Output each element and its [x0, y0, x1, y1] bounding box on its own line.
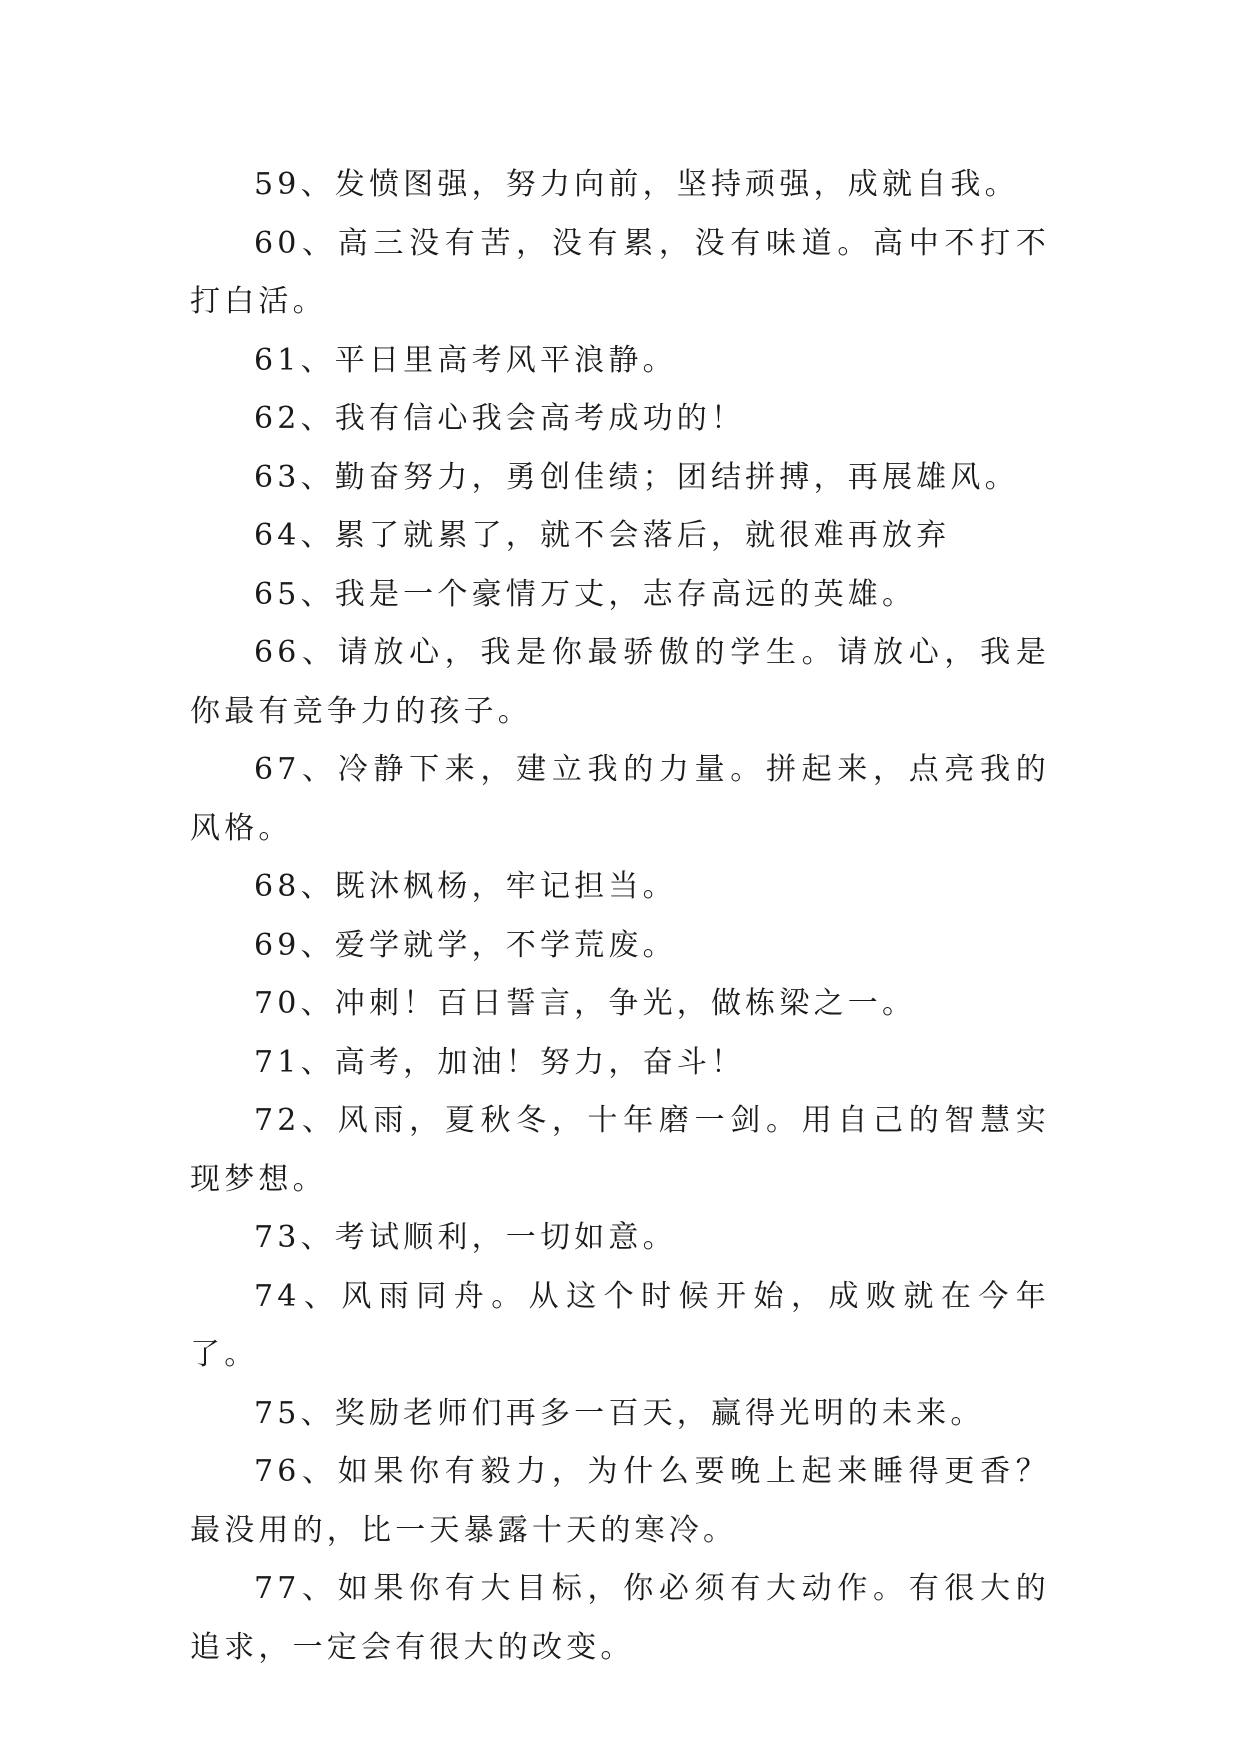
paragraph-70: 70、冲刺！百日誓言，争光，做栋梁之一。 [254, 986, 917, 1021]
document-body [190, 156, 1050, 1677]
paragraph-65: 65、我是一个豪情万丈，志存高远的英雄。 [254, 576, 917, 612]
paragraph-67: 67、冷静下来，建立我的力量。拼起来，点亮我的风格。 [190, 752, 1050, 846]
paragraph-77: 77、如果你有大目标，你必须有大动作。有很大的追求，一定会有很大的改变。 [190, 1571, 1050, 1665]
paragraph-63: 63、勤奋努力，勇创佳绩；团结拼搏，再展雄风。 [254, 459, 1019, 495]
paragraph-60: 60、高三没有苦，没有累，没有味道。高中不打不打白活。 [190, 225, 1050, 319]
paragraph-64: 64、累了就累了，就不会落后，就很难再放弃 [254, 518, 951, 553]
paragraph-61: 61、平日里高考风平浪静。 [254, 342, 677, 378]
paragraph-66: 66、请放心，我是你最骄傲的学生。请放心，我是你最有竞争力的孩子。 [190, 635, 1050, 729]
paragraph-59: 59、发愤图强，努力向前，坚持顽强，成就自我。 [254, 167, 1019, 202]
paragraph-68: 68、既沐枫杨，牢记担当。 [254, 869, 677, 904]
paragraph-75: 75、奖励老师们再多一百天，赢得光明的未来。 [254, 1395, 985, 1431]
paragraph-73: 73、考试顺利，一切如意。 [254, 1220, 677, 1255]
paragraph-74: 74、风雨同舟。从这个时候开始，成败就在今年了。 [190, 1278, 1050, 1372]
paragraph-76: 76、如果你有毅力，为什么要晚上起来睡得更香？最没用的，比一天暴露十天的寒冷。 [190, 1454, 1050, 1548]
paragraph-69: 69、爱学就学，不学荒废。 [254, 927, 677, 963]
paragraph-62: 62、我有信心我会高考成功的！ [254, 401, 746, 436]
paragraph-71: 71、高考，加油！努力，奋斗！ [254, 1044, 746, 1080]
paragraph-72: 72、风雨，夏秋冬，十年磨一剑。用自己的智慧实现梦想。 [190, 1103, 1050, 1197]
